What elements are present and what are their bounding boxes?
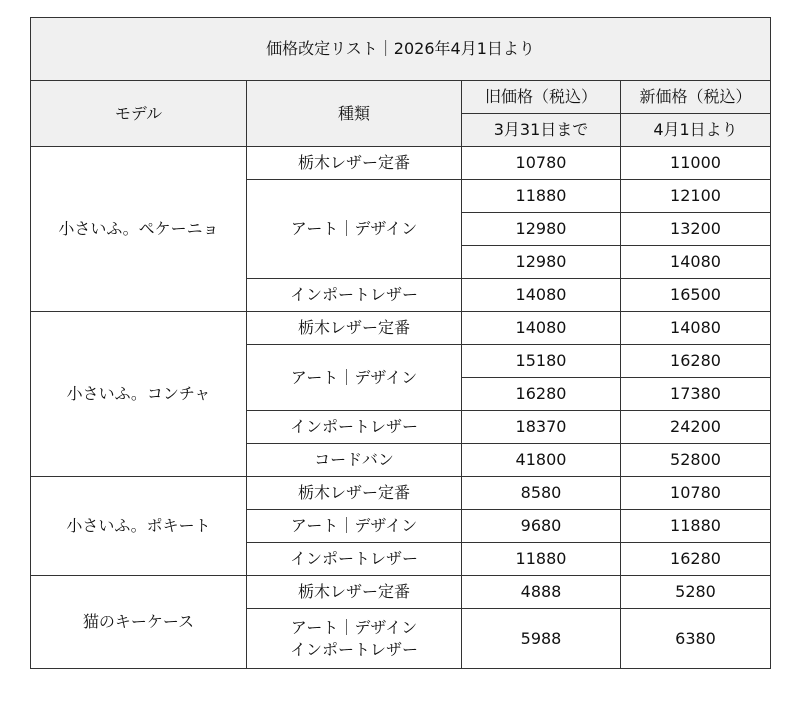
type-cell	[247, 609, 462, 669]
old-price-cell: 11880	[462, 543, 621, 576]
new-price-cell: 52800	[621, 444, 771, 477]
table-title: 価格改定リスト｜2026年4月1日より	[31, 18, 771, 81]
model-cell: 小さいふ。ペケーニョ	[31, 147, 247, 312]
new-price-cell: 17380	[621, 378, 771, 411]
type-cell	[247, 180, 462, 279]
header-old-price: 旧価格（税込）	[462, 81, 621, 114]
new-price-cell: 11880	[621, 510, 771, 543]
type-label: 栃木レザー定番	[297, 483, 410, 502]
table-row	[31, 477, 771, 510]
new-price-cell: 5280	[621, 576, 771, 609]
new-price-cell: 16280	[621, 543, 771, 576]
type-label: インポートレザー	[289, 639, 418, 659]
old-price-cell: 14080	[462, 312, 621, 345]
new-price-cell: 16500	[621, 279, 771, 312]
old-price-cell: 14080	[462, 279, 621, 312]
new-price-cell: 13200	[621, 213, 771, 246]
header-new-from: 4月1日より	[621, 114, 771, 147]
table-row	[31, 576, 771, 609]
type-label: 栃木レザー定番	[297, 318, 410, 337]
type-cell	[247, 477, 462, 510]
new-price-cell: 24200	[621, 411, 771, 444]
old-price-cell: 5988	[462, 609, 621, 669]
price-revision-table	[30, 17, 771, 669]
old-price-cell: 16280	[462, 378, 621, 411]
new-price-cell: 12100	[621, 180, 771, 213]
type-label: アート｜デザイン	[290, 367, 418, 387]
new-price-cell: 14080	[621, 312, 771, 345]
type-cell	[247, 312, 462, 345]
model-cell: 小さいふ。ポキート	[31, 477, 247, 576]
old-price-cell: 11880	[462, 180, 621, 213]
old-price-cell: 10780	[462, 147, 621, 180]
new-price-cell: 14080	[621, 246, 771, 279]
type-label: 栃木レザー定番	[297, 582, 410, 601]
table-row	[31, 147, 771, 180]
type-label: インポートレザー	[289, 285, 418, 304]
model-cell: 猫のキーケース	[31, 576, 247, 669]
new-price-cell: 6380	[621, 609, 771, 669]
type-cell	[247, 510, 462, 543]
type-label: アート｜デザイン	[290, 617, 418, 637]
type-label: インポートレザー	[289, 417, 418, 436]
type-label: 栃木レザー定番	[297, 153, 410, 172]
type-cell	[247, 279, 462, 312]
new-price-cell: 11000	[621, 147, 771, 180]
header-new-price: 新価格（税込）	[621, 81, 771, 114]
type-cell	[247, 147, 462, 180]
model-cell: 小さいふ。コンチャ	[31, 312, 247, 477]
new-price-cell: 16280	[621, 345, 771, 378]
old-price-cell: 9680	[462, 510, 621, 543]
old-price-cell: 8580	[462, 477, 621, 510]
old-price-cell: 18370	[462, 411, 621, 444]
old-price-cell: 15180	[462, 345, 621, 378]
old-price-cell: 41800	[462, 444, 621, 477]
type-cell	[247, 345, 462, 411]
new-price-cell: 10780	[621, 477, 771, 510]
table-row	[31, 312, 771, 345]
old-price-cell: 12980	[462, 246, 621, 279]
type-label: アート｜デザイン	[290, 516, 418, 535]
old-price-cell: 12980	[462, 213, 621, 246]
type-cell	[247, 411, 462, 444]
header-model: モデル	[31, 81, 247, 147]
type-label: インポートレザー	[289, 549, 418, 568]
header-old-until: 3月31日まで	[462, 114, 621, 147]
type-label: アート｜デザイン	[290, 219, 418, 238]
type-label: コードバン	[314, 450, 394, 469]
type-cell	[247, 444, 462, 477]
table-body	[31, 147, 771, 669]
old-price-cell: 4888	[462, 576, 621, 609]
type-cell	[247, 576, 462, 609]
type-cell	[247, 543, 462, 576]
header-type: 種類	[247, 81, 462, 147]
